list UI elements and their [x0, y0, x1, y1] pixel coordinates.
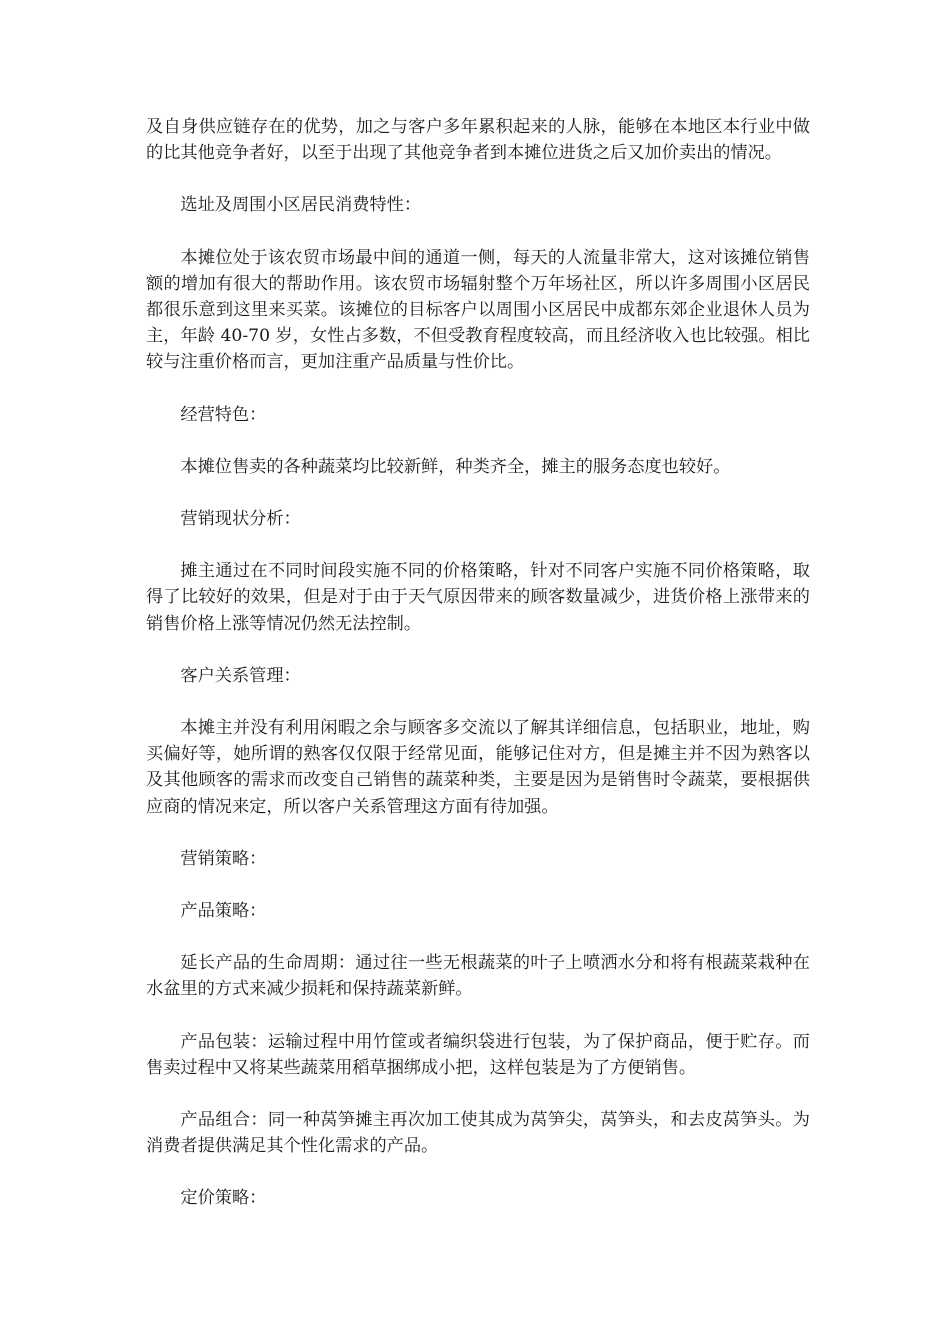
paragraph-product-mix: 产品组合：同一种莴笋摊主再次加工使其成为莴笋尖，莴笋头，和去皮莴笋头。为消费者提供满足其个性化需求的产品。 — [146, 1110, 810, 1157]
heading-product-strategy: 产品策略： — [180, 901, 267, 922]
paragraph-continuation: 及自身供应链存在的优势，加之与客户多年累积起来的人脉，能够在本地区本行业中做的比其他竞争者好，以至于出现了其他竞争者到本摊位进货之后又加价卖出的情况。 — [146, 117, 810, 164]
paragraph-site-selection: 本摊位处于该农贸市场最中间的通道一侧，每天的人流量非常大，这对该摊位销售额的增加有很大的帮助作用。该农贸市场辐射整个万年场社区，所以许多周围小区居民都很乐意到这里来买菜。该摊位的目标客户以周围小区居民中成都东郊企业退休人员为主，年龄 40-70 岁，女性占多数，不但受教育程度较高，而且经济收入也比较强。相比较与注重价格而言，更加注重产品质量与性价比。 — [146, 247, 810, 373]
paragraph-product-lifecycle: 延长产品的生命周期：通过往一些无根蔬菜的叶子上喷洒水分和将有根蔬菜栽种在水盆里的方式来减少损耗和保持蔬菜新鲜。 — [146, 953, 810, 1000]
heading-site-selection: 选址及周围小区居民消费特性： — [180, 195, 422, 216]
heading-pricing-strategy: 定价策略： — [180, 1188, 267, 1209]
paragraph-business-features: 本摊位售卖的各种蔬菜均比较新鲜，种类齐全，摊主的服务态度也较好。 — [180, 456, 731, 477]
heading-marketing-status: 营销现状分析： — [180, 509, 301, 530]
paragraph-marketing-status: 摊主通过在不同时间段实施不同的价格策略，针对不同客户实施不同价格策略，取得了比较好的效果，但是对于由于天气原因带来的顾客数量减少，进货价格上涨带来的销售价格上涨等情况仍然无法控制。 — [146, 561, 810, 634]
heading-customer-relations: 客户关系管理： — [180, 665, 301, 686]
heading-business-features: 经营特色： — [180, 404, 267, 425]
paragraph-product-packaging: 产品包装：运输过程中用竹筐或者编织袋进行包装，为了保护商品，便于贮存。而售卖过程中又将某些蔬菜用稻草捆绑成小把，这样包装是为了方便销售。 — [146, 1031, 810, 1078]
paragraph-customer-relations: 本摊主并没有利用闲暇之余与顾客多交流以了解其详细信息，包括职业，地址，购买偏好等，她所谓的熟客仅仅限于经常见面，能够记住对方，但是摊主并不因为熟客以及其他顾客的需求而改变自己销售的蔬菜种类，主要是因为是销售时令蔬菜，要根据供应商的情况来定，所以客户关系管理这方面有待加强。 — [146, 718, 810, 817]
document-page — [146, 114, 810, 1238]
heading-marketing-strategy: 营销策略： — [180, 848, 267, 869]
